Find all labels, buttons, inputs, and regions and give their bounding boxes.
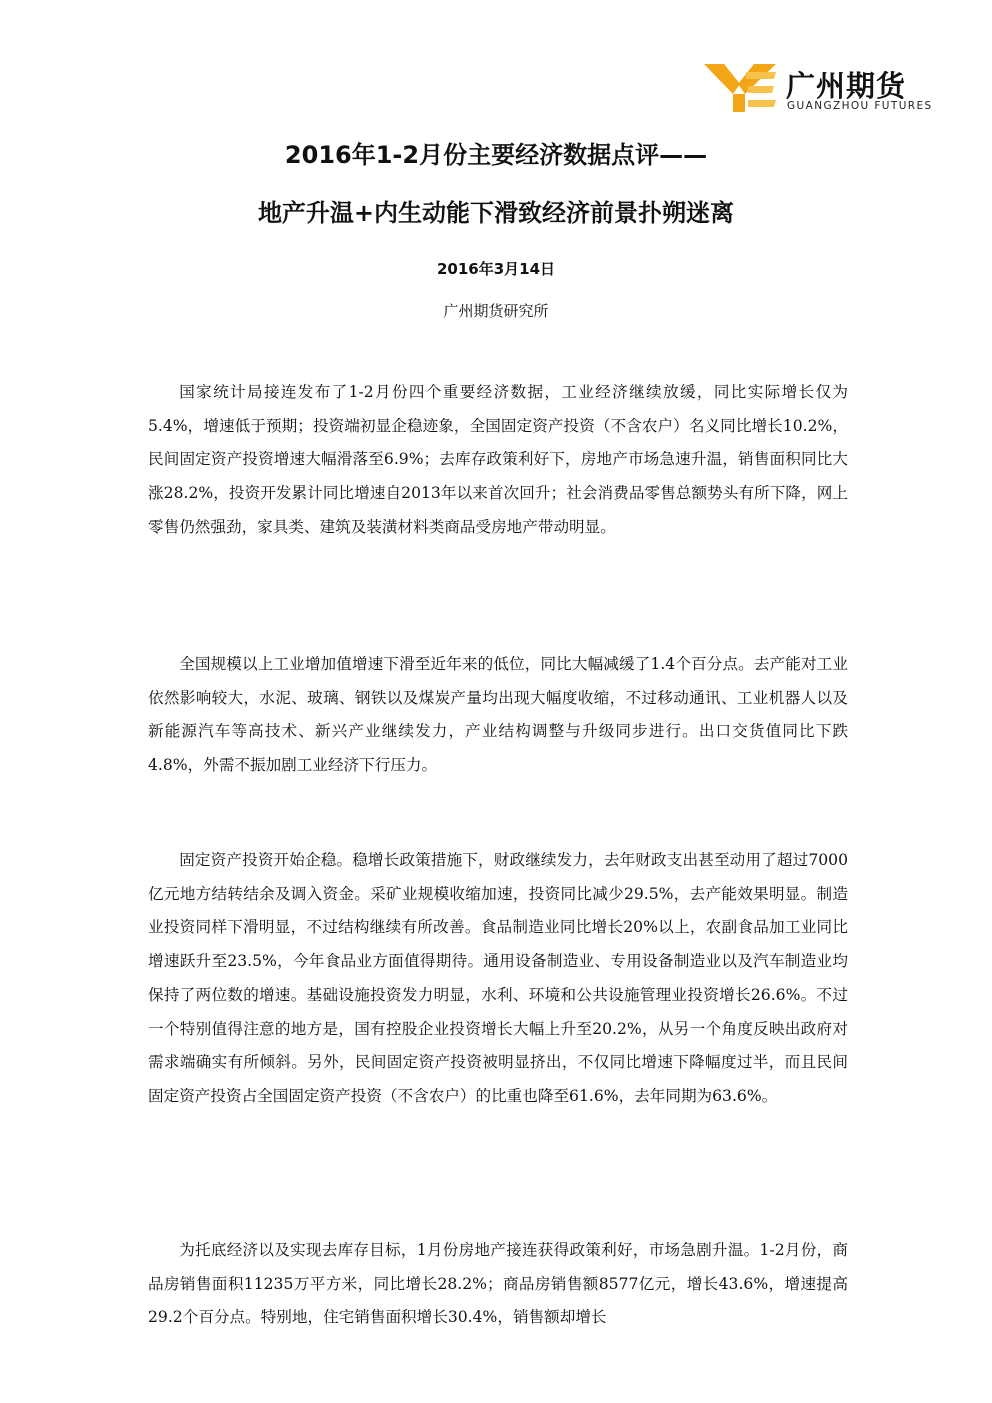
guangzhou-futures-logo-icon: [702, 62, 778, 114]
body-paragraph: 为托底经济以及实现去库存目标，1月份房地产接连获得政策利好，市场急剧升温。1-2月份，商品房销售面积11235万平方米，同比增长28.2%；商品房销售额8577亿元，增长43.6%，增速提高29.2个百分点。特别地，住宅销售面积增长30.4%，销售额却增长: [148, 1241, 848, 1327]
logo-name-english: GUANGZHOU FUTURES: [787, 100, 933, 112]
document-title-line-2: 地产升温+内生动能下滑致经济前景扑朔迷离: [257, 199, 735, 227]
company-logo: [702, 62, 932, 118]
document-title-line-1: 2016年1-2月份主要经济数据点评——: [284, 141, 708, 169]
body-paragraph: 固定资产投资开始企稳。稳增长政策措施下，财政继续发力，去年财政支出甚至动用了超过7000亿元地方结转结余及调入资金。采矿业规模收缩加速，投资同比减少29.5%，去产能效果明显。制造业投资同样下滑明显，不过结构继续有所改善。食品制造业同比增长20%以上，农副食品加工业同比增速跃升至23.5%，今年食品业方面值得期待。通用设备制造业、专用设备制造业以及汽车制造业均保持了两位数的增速。基础设施投资发力明显，水利、环境和公共设施管理业投资增长26.6%。不过一个特别值得注意的地方是，国有控股企业投资增长大幅上升至20.2%，从另一个角度反映出政府对需求端确实有所倾斜。另外，民间固定资产投资被明显挤出，不仅同比增速下降幅度过半，而且民间固定资产投资占全国固定资产投资（不含农户）的比重也降至61.6%，去年同期为63.6%。: [148, 851, 848, 1105]
body-paragraph: 国家统计局接连发布了1-2月份四个重要经济数据，工业经济继续放缓，同比实际增长仅为5.4%，增速低于预期；投资端初显企稳迹象，全国固定资产投资（不含农户）名义同比增长10.2%，民间固定资产投资增速大幅滑落至6.9%；去库存政策利好下，房地产市场急速升温，销售面积同比大涨28.2%，投资开发累计同比增速自2013年以来首次回升；社会消费品零售总额势头有所下降，网上零售仍然强劲，家具类、建筑及装潢材料类商品受房地产带动明显。: [148, 383, 848, 536]
document-date: 2016年3月14日: [436, 260, 556, 278]
body-paragraph: 全国规模以上工业增加值增速下滑至近年来的低位，同比大幅减缓了1.4个百分点。去产能对工业依然影响较大，水泥、玻璃、钢铁以及煤炭产量均出现大幅度收缩，不过移动通讯、工业机器人以及新能源汽车等高技术、新兴产业继续发力，产业结构调整与升级同步进行。出口交货值同比下跌4.8%，外需不振加剧工业经济下行压力。: [148, 655, 848, 775]
document-organization: 广州期货研究所: [443, 302, 549, 320]
logo-name-chinese: 广州期货: [786, 69, 907, 103]
